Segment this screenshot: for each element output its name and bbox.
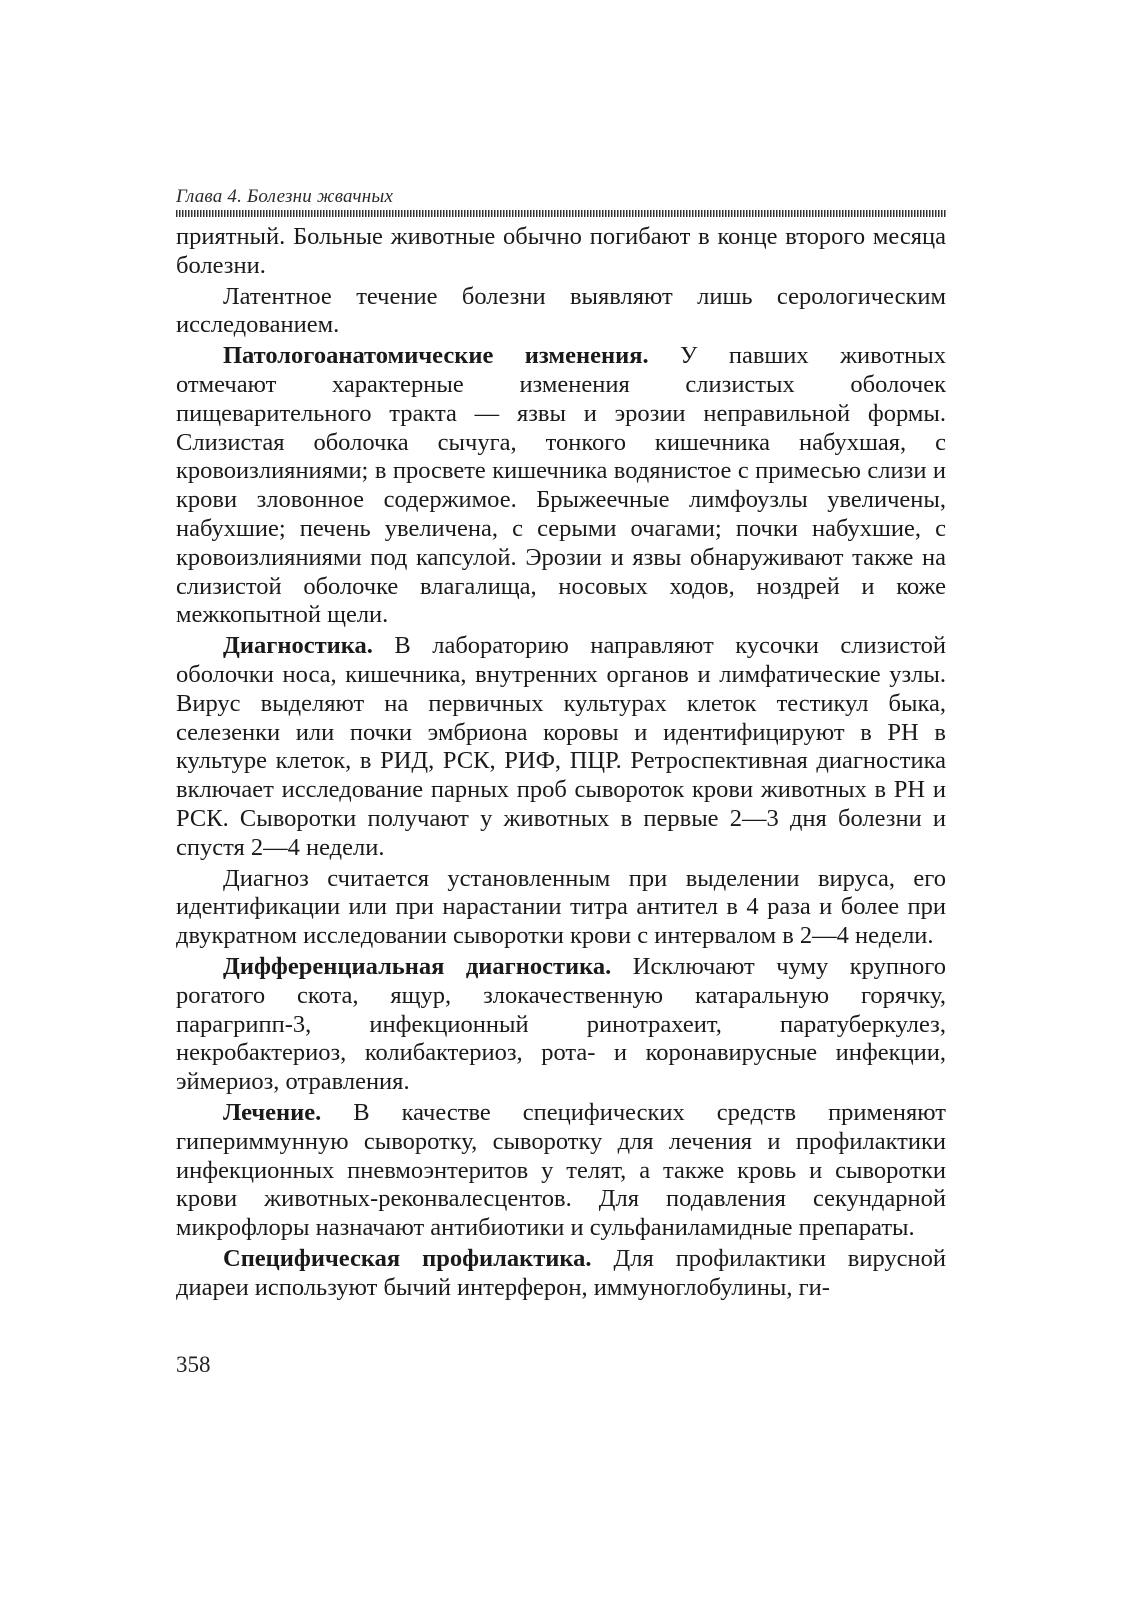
paragraph-diagnostics bbox=[176, 632, 946, 862]
section-heading-prophylaxis: Специфическая профилактика. bbox=[223, 1244, 592, 1272]
page-number: 358 bbox=[176, 1352, 211, 1377]
section-heading-pathology: Патологоанатомические изменения. bbox=[223, 342, 649, 370]
paragraph-text: Для профилактики вирусной диареи используют бычий интерферон, иммуноглобулины, ги- bbox=[176, 1244, 946, 1301]
paragraph-text: приятный. Больные животные обычно погибают в конце второго месяца болезни. bbox=[176, 223, 946, 279]
paragraph-treatment bbox=[176, 1099, 946, 1243]
paragraph-text: Диагноз считается установленным при выделении вируса, его идентификации или при нарастании титра антител в 4 раза и более при двукратном исследовании сыворотки крови с интервалом в 2—4 недели. bbox=[176, 864, 946, 950]
paragraph-prophylaxis bbox=[176, 1245, 946, 1303]
paragraph-diagnosis-established bbox=[176, 865, 946, 951]
paragraph-text: Исключают чуму крупного рогатого скота, ящур, злокачественную катаральную горячку, парагрипп-3, инфекционный ринотрахеит, паратуберкулез, некробактериоз, колибактериоз, рота- и коронавирусные инфекции, эймериоз, отравления. bbox=[176, 952, 946, 1096]
paragraph-text: В качестве специфических средств применяют гипериммунную сыворотку, сыворотку для лечения и профилактики инфекционных пневмоэнтеритов у телят, а также кровь и сыворотки крови животных-реконвалесцентов. Для подавления секундарной микрофлоры назначают антибиотики и сульфаниламидные препараты. bbox=[176, 1098, 946, 1242]
running-head: Глава 4. Болезни жвачных bbox=[176, 186, 394, 207]
paragraph-continuation bbox=[176, 223, 946, 281]
book-page bbox=[176, 186, 946, 1302]
paragraph-differential bbox=[176, 953, 946, 1097]
section-heading-differential: Дифференциальная диагностика. bbox=[223, 952, 612, 980]
section-heading-diagnostics: Диагностика. bbox=[223, 632, 373, 660]
paragraph-text: Латентное течение болезни выявляют лишь серологическим исследованием. bbox=[176, 282, 946, 339]
header-rule bbox=[176, 210, 946, 217]
paragraph-pathology bbox=[176, 342, 946, 630]
paragraph-text: В лабораторию направляют кусочки слизистой оболочки носа, кишечника, внутренних органов и лимфатические узлы. Вирус выделяют на первичных культурах клеток тестикул быка, селезенки или почки эмбриона коровы и идентифицируют в РН в культуре клеток, в РИД, РСК, РИФ, ПЦР. Ретроспективная диагностика включает исследование парных проб сывороток крови животных в РН и РСК. Сыворотки получают у животных в первые 2—3 дня болезни и спустя 2—4 недели. bbox=[176, 632, 946, 861]
body-text bbox=[176, 223, 946, 1302]
paragraph-text: У павших животных отмечают характерные изменения слизистых оболочек пищеварительного тракта — язвы и эрозии неправильной формы. Слизистая оболочка сычуга, тонкого кишечника набухшая, с кровоизлияниями; в просвете кишечника водянистое с примесью слизи и крови зловонное содержимое. Брыжеечные лимфоузлы увеличены, набухшие; печень увеличена, с серыми очагами; почки набухшие, с кровоизлияниями под капсулой. Эрозии и язвы обнаруживают также на слизистой оболочке влагалища, носовых ходов, ноздрей и коже межкопытной щели. bbox=[176, 342, 946, 629]
section-heading-treatment: Лечение. bbox=[223, 1098, 322, 1126]
paragraph-latent-course bbox=[176, 283, 946, 341]
